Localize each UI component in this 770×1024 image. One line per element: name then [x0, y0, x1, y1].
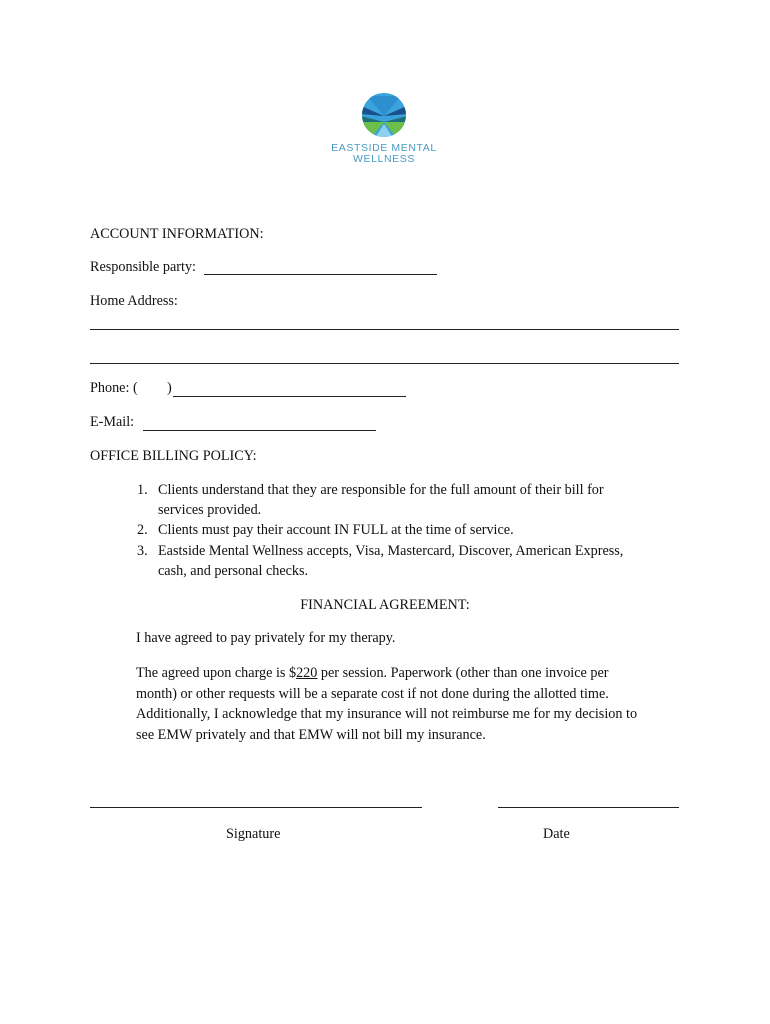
- email-label: E-Mail:: [90, 414, 135, 430]
- home-address-field-line2[interactable]: [90, 363, 679, 364]
- charge-amount: 220: [296, 665, 318, 681]
- signature-field[interactable]: [90, 807, 422, 808]
- logo-text-line2: WELLNESS: [353, 153, 415, 165]
- logo-emblem-icon: [361, 92, 407, 138]
- account-heading: ACCOUNT INFORMATION:: [90, 226, 264, 242]
- phone-field[interactable]: [173, 396, 406, 397]
- list-item-text: Eastside Mental Wellness accepts, Visa, Mastercard, Discover, American Express,: [158, 543, 624, 559]
- charge-prefix: The agreed upon charge is $: [136, 665, 297, 681]
- eastside-logo: [329, 92, 439, 172]
- phone-label: Phone: (: [90, 380, 138, 396]
- agreement-p2-line4: see EMW privately and that EMW will not bill my insurance.: [136, 726, 486, 743]
- agreement-p2-line2: month) or other requests will be a separate cost if not done during the allotted time.: [136, 685, 609, 702]
- logo-text-line1: EASTSIDE MENTAL: [331, 142, 437, 154]
- responsible-party-label: Responsible party:: [90, 259, 196, 275]
- list-item-text-cont: services provided.: [158, 502, 262, 518]
- list-item-number: 3.: [137, 543, 148, 559]
- date-field[interactable]: [498, 807, 679, 808]
- home-address-field-line1[interactable]: [90, 329, 679, 330]
- agreement-p2-line3: Additionally, I acknowledge that my insurance will not reimburse me for my decision to: [136, 706, 638, 722]
- responsible-party-field[interactable]: [204, 274, 437, 275]
- agreement-paragraph-2: [136, 663, 696, 745]
- billing-heading: OFFICE BILLING POLICY:: [90, 448, 257, 464]
- list-item-text: Clients must pay their account IN FULL at the time of service.: [158, 522, 514, 538]
- email-field[interactable]: [143, 430, 376, 431]
- agreement-p2-line1: [136, 663, 696, 684]
- home-address-label: Home Address:: [90, 293, 178, 309]
- phone-paren-close: ): [167, 380, 172, 396]
- agreement-heading: FINANCIAL AGREEMENT:: [300, 597, 470, 613]
- agreement-paragraph-1: I have agreed to pay privately for my therapy.: [136, 630, 396, 646]
- signature-label: Signature: [226, 826, 281, 842]
- list-item-text: Clients understand that they are responsible for the full amount of their bill for: [158, 482, 604, 498]
- list-item-text-cont: cash, and personal checks.: [158, 563, 309, 579]
- list-item-number: 2.: [137, 522, 148, 538]
- list-item-number: 1.: [137, 482, 148, 498]
- date-label: Date: [543, 826, 570, 842]
- charge-suffix: per session. Paperwork (other than one invoice per: [317, 665, 609, 681]
